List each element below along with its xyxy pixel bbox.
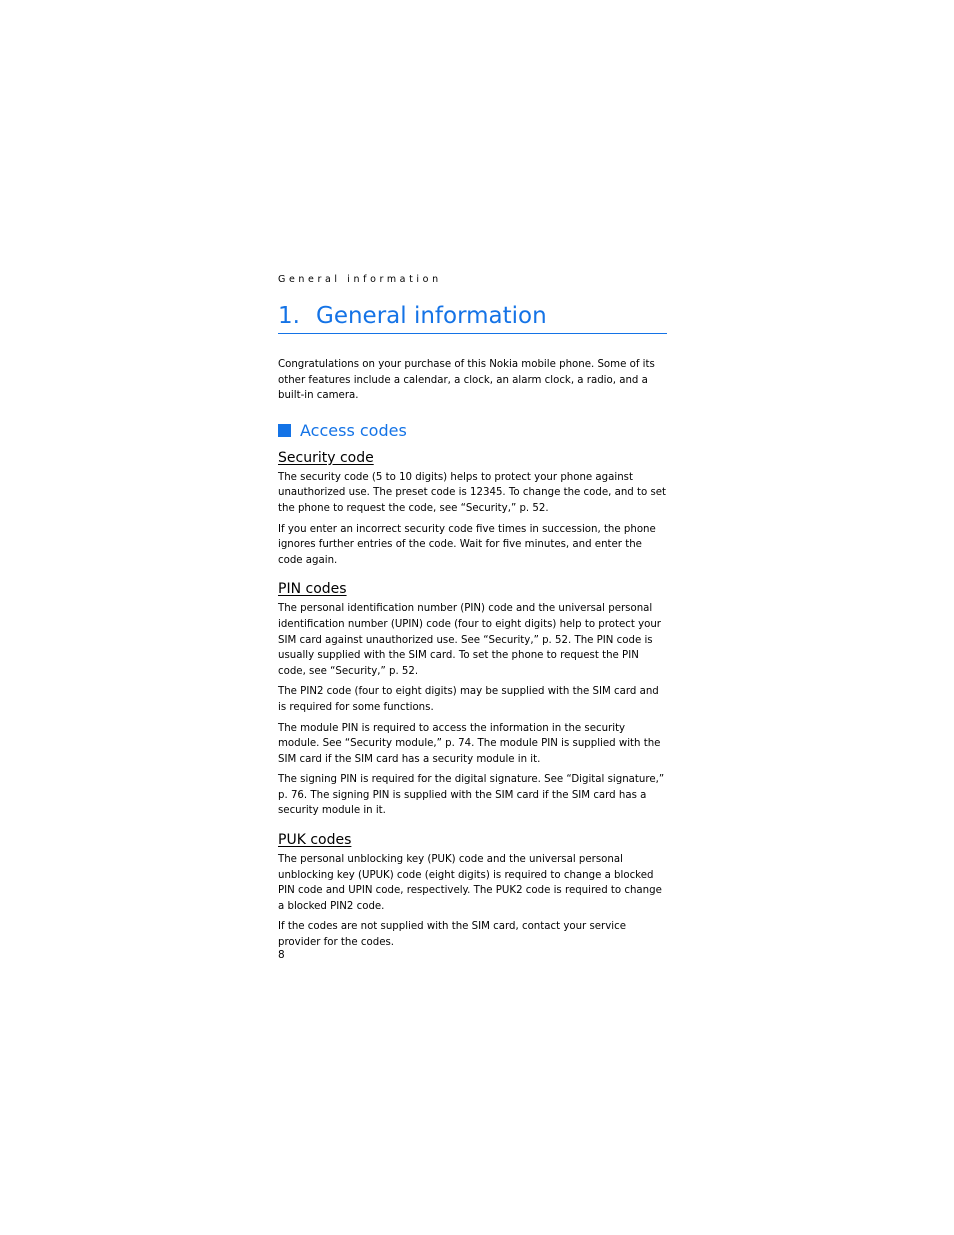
paragraph: The security code (5 to 10 digits) helps to protect your phone against unauthorized use. The preset code is 12345. To change the code, and to set the phone to request the code, see “Security,” p. 52. xyxy=(278,471,667,514)
square-bullet-icon xyxy=(278,424,291,437)
chapter-number: 1. xyxy=(278,303,300,329)
page-content xyxy=(278,272,667,951)
subsection-heading-pin-codes: PIN codes xyxy=(278,581,347,598)
paragraph: If the codes are not supplied with the SIM card, contact your service provider for the codes. xyxy=(278,921,626,949)
running-header: General information xyxy=(278,274,442,285)
chapter-title xyxy=(278,302,667,334)
paragraph: The module PIN is required to access the information in the security module. See “Security module,” p. 74. The module PIN is supplied with the SIM card if the SIM card has a security module in it. xyxy=(278,722,661,765)
intro-paragraph: Congratulations on your purchase of this Nokia mobile phone. Some of its other features include a calendar, a clock, an alarm clock, a radio, and a built-in camera. xyxy=(278,359,655,402)
subsection-heading-security-code: Security code xyxy=(278,449,374,466)
section-heading-access-codes xyxy=(278,418,667,444)
paragraph: The PIN2 code (four to eight digits) may be supplied with the SIM card and is required for some functions. xyxy=(278,686,659,713)
paragraph: The personal unblocking key (PUK) code and the universal personal unblocking key (UPUK) code (eight digits) is required to change a blocked PIN code and UPIN code, respectively. The PUK2 code is required to change a blocked PIN2 code. xyxy=(278,854,662,912)
page-number: 8 xyxy=(278,949,285,961)
chapter-title-text: General information xyxy=(316,303,547,329)
section-title: Access codes xyxy=(300,420,407,440)
paragraph: If you enter an incorrect security code five times in succession, the phone ignores further entries of the code. Wait for five minutes, and enter the code again. xyxy=(278,523,656,566)
paragraph: The signing PIN is required for the digital signature. See “Digital signature,” p. 76. The signing PIN is supplied with the SIM card if the SIM card has a security module in it. xyxy=(278,774,665,817)
subsection-heading-puk-codes: PUK codes xyxy=(278,832,352,849)
paragraph: The personal identification number (PIN) code and the universal personal identification number (UPIN) code (four to eight digits) help to protect your SIM card against unauthorized use. See “Security,” p. 52. The PIN code is usually supplied with the SIM card. To set the phone to request the PIN code, see “Security,” p. 52. xyxy=(278,603,661,677)
